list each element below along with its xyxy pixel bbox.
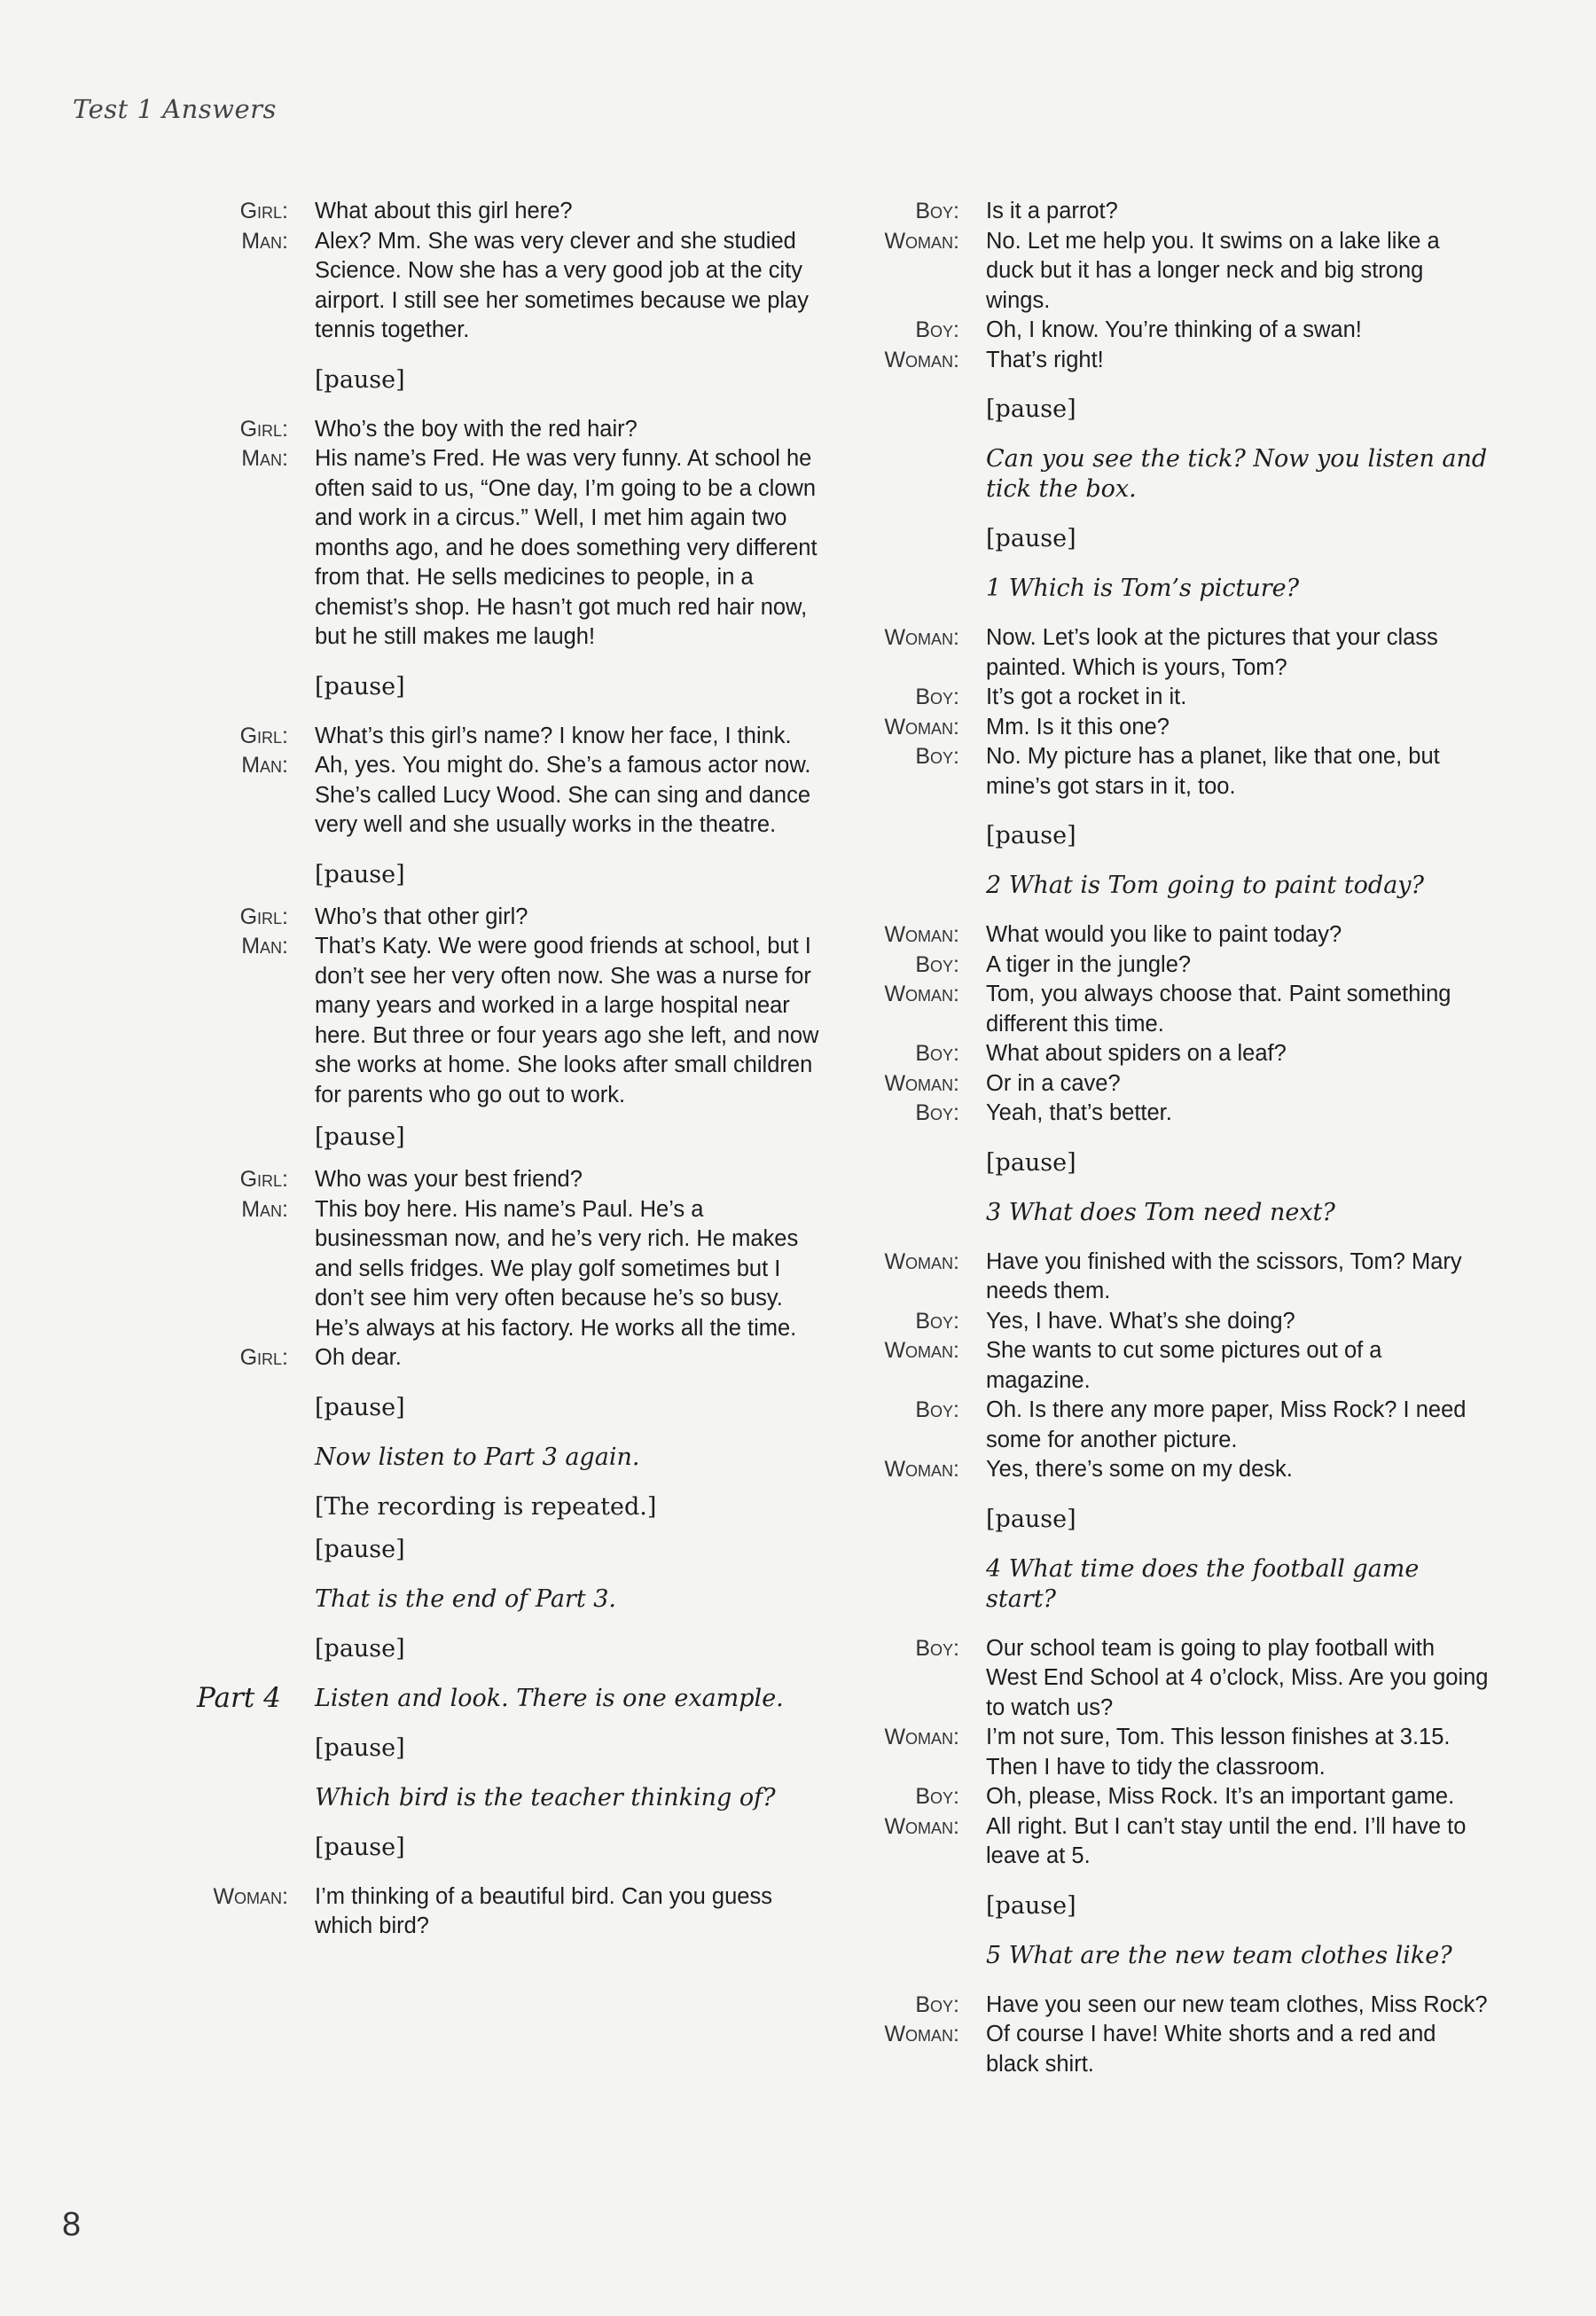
dialogue-text: I’m not sure, Tom. This lesson finishes at 3.15. Then I have to tidy the classroom. [986, 1725, 1451, 1780]
direction-text: [pause] [315, 1833, 405, 1861]
spacer [173, 346, 820, 365]
spacer [173, 1863, 820, 1882]
speaker-label: Woman: [884, 1070, 959, 1096]
left-column [173, 197, 820, 1942]
dialogue-text: That’s Katy. We were good friends at school, but I don’t see her very often now. She was a nurse for many years and worked in a large hospital near here. But three or four years ago she left, and now she works at home. She looks after small children for parents who go out to work. [315, 934, 819, 1107]
direction-text: 5 What are the new team clothes like? [986, 1941, 1452, 1969]
direction-text: Now listen to Part 3 again. [315, 1443, 640, 1471]
dialogue-text: Alex? Mm. She was very clever and she studied Science. Now she has a very good job at the city airport. I still see her sometimes because we play tennis together. [315, 228, 809, 342]
dialogue-line [173, 1195, 820, 1344]
dialogue-line [853, 713, 1491, 743]
pause-marker [173, 1492, 820, 1522]
dialogue-text: No. My picture has a planet, like that one, but mine’s got stars in it, too. [986, 744, 1440, 799]
dialogue-line [173, 722, 820, 752]
dialogue-line [853, 1723, 1491, 1782]
spacer [853, 1228, 1491, 1248]
speaker-label: Boy: [915, 317, 959, 342]
direction-text: Can you see the tick? Now you listen and tick the box. [986, 445, 1488, 503]
spacer [853, 1485, 1491, 1505]
dialogue-text: Yeah, that’s better. [986, 1100, 1172, 1125]
dialogue-text: Is it a parrot? [986, 199, 1118, 223]
dialogue-line [853, 1991, 1491, 2021]
dialogue-line [853, 346, 1491, 376]
speaker-label: Boy: [915, 951, 959, 977]
dialogue-line [173, 903, 820, 933]
spacer [853, 1178, 1491, 1198]
page-number: 8 [62, 2206, 82, 2243]
pause-marker [853, 1891, 1491, 1921]
dialogue-line [173, 197, 820, 227]
spacer [173, 1153, 820, 1165]
dialogue-text: Have you finished with the scissors, Tom? Mary needs them. [986, 1248, 1462, 1303]
spacer [173, 1473, 820, 1492]
direction-text: [pause] [315, 860, 405, 888]
pause-marker [853, 821, 1491, 851]
speaker-label: Woman: [884, 1248, 959, 1274]
pause-marker [853, 1148, 1491, 1178]
direction-text: [pause] [315, 1634, 405, 1663]
dialogue-text: What would you like to paint today? [986, 922, 1342, 947]
stage-instruction [853, 444, 1491, 505]
spacer [853, 802, 1491, 821]
section-instruction: Listen and look. There is one example. [315, 1684, 784, 1712]
stage-instruction [853, 871, 1491, 901]
dialogue-line [853, 980, 1491, 1039]
dialogue-line [853, 197, 1491, 227]
speaker-label: Woman: [884, 347, 959, 372]
speaker-label: Man: [241, 446, 288, 471]
dialogue-text: This boy here. His name’s Paul. He’s a businessman now, and he’s very rich. He makes and sells fridges. We play golf sometimes but I don’t see him very often because he’s so busy. He’s always at his factory. He works all the time. [315, 1196, 799, 1341]
dialogue-text: Of course I have! White shorts and a red and black shirt. [986, 2022, 1436, 2077]
spacer [853, 375, 1491, 395]
speaker-label: Woman: [213, 1883, 288, 1909]
dialogue-line [853, 2020, 1491, 2079]
spacer [853, 1615, 1491, 1634]
dialogue-line [173, 444, 820, 653]
speaker-label: Boy: [915, 1397, 959, 1422]
direction-text: [pause] [986, 822, 1076, 849]
dialogue-text: That’s right! [986, 347, 1104, 372]
direction-text: [pause] [315, 1123, 405, 1151]
speaker-label: Woman: [884, 1725, 959, 1749]
pause-marker [853, 524, 1491, 554]
spacer [173, 1373, 820, 1393]
dialogue-line [853, 1099, 1491, 1129]
speaker-label: Woman: [884, 982, 959, 1006]
dialogue-line [853, 227, 1491, 317]
speaker-label: Girl: [239, 416, 288, 442]
speaker-label: Woman: [884, 1457, 959, 1482]
spacer [853, 554, 1491, 574]
dialogue-line [173, 1343, 820, 1373]
spacer [853, 1872, 1491, 1891]
spacer [853, 1921, 1491, 1941]
pause-marker [173, 1733, 820, 1764]
spacer [853, 425, 1491, 444]
spacer [853, 1535, 1491, 1554]
spacer [173, 1664, 820, 1684]
spacer [173, 1110, 820, 1123]
dialogue-line [853, 1396, 1491, 1455]
spacer [173, 1615, 820, 1634]
dialogue-text: Now. Let’s look at the pictures that your class painted. Which is yours, Tom? [986, 625, 1438, 680]
spacer [173, 653, 820, 672]
speaker-label: Woman: [884, 625, 959, 650]
dialogue-line [853, 1455, 1491, 1485]
stage-instruction [173, 1584, 820, 1615]
dialogue-text: Tom, you always choose that. Paint something different this time. [986, 982, 1451, 1037]
dialogue-text: What about this girl here? [315, 199, 573, 223]
dialogue-line [853, 1634, 1491, 1724]
dialogue-text: Yes, I have. What’s she doing? [986, 1308, 1295, 1334]
direction-text: Which bird is the teacher thinking of? [315, 1783, 776, 1811]
dialogue-text: Or in a cave? [986, 1070, 1121, 1096]
dialogue-line [853, 1812, 1491, 1872]
direction-text: 2 What is Tom going to paint today? [986, 872, 1425, 899]
pause-marker [853, 1505, 1491, 1535]
speaker-label: Boy: [915, 1635, 959, 1661]
dialogue-line [853, 1336, 1491, 1396]
speaker-label: Boy: [915, 1784, 959, 1809]
right-column [853, 197, 1491, 2079]
direction-text: [pause] [986, 1148, 1076, 1177]
direction-text: [pause] [986, 395, 1076, 423]
dialogue-text: A tiger in the jungle? [986, 951, 1192, 977]
speaker-label: Girl: [239, 723, 288, 748]
stage-instruction [853, 1198, 1491, 1228]
direction-text: 3 What does Tom need next? [986, 1198, 1335, 1226]
speaker-label: Woman: [884, 1813, 959, 1839]
pause-marker [173, 1535, 820, 1565]
dialogue-line [853, 683, 1491, 713]
speaker-label: Woman: [884, 1338, 959, 1363]
dialogue-text: His name’s Fred. He was very funny. At school he often said to us, “One day, I’m going to be a clown and work in a circus.” Well, I met him again two months ago, and he does something very different from that. He sells medicines to people, in a chemist’s shop. He hasn’t got much red hair now, but he still makes me laugh! [315, 446, 818, 649]
dialogue-text: No. Let me help you. It swims on a lake like a duck but it has a longer neck and big strong wings. [986, 228, 1440, 313]
direction-text: 1 Which is Tom’s picture? [986, 575, 1300, 602]
dialogue-text: Have you seen our new team clothes, Miss Rock? [986, 1991, 1488, 2017]
dialogue-line [853, 1782, 1491, 1812]
dialogue-text: Who’s the boy with the red hair? [315, 416, 638, 442]
stage-instruction [853, 1554, 1491, 1615]
speaker-label: Boy: [915, 1100, 959, 1125]
spacer [173, 395, 820, 415]
dialogue-line [173, 415, 820, 445]
dialogue-text: I’m thinking of a beautiful bird. Can you guess which bird? [315, 1883, 772, 1938]
dialogue-text: It’s got a rocket in it. [986, 685, 1187, 709]
direction-text: [pause] [315, 1535, 405, 1563]
dialogue-line [853, 951, 1491, 981]
dialogue-line [853, 1039, 1491, 1069]
direction-text: [pause] [986, 1505, 1076, 1533]
speaker-label: Girl: [239, 199, 288, 223]
dialogue-text: Who was your best friend? [315, 1167, 583, 1192]
speaker-label: Woman: [884, 228, 959, 254]
dialogue-line [853, 316, 1491, 346]
speaker-label: Boy: [915, 1991, 959, 2017]
direction-text: 4 What time does the football game start? [986, 1554, 1420, 1613]
stage-instruction [853, 1941, 1491, 1971]
direction-text: [pause] [986, 1891, 1076, 1920]
pause-marker [173, 365, 820, 395]
section-heading [173, 1681, 820, 1714]
speaker-label: Man: [241, 228, 288, 254]
spacer [853, 1129, 1491, 1148]
spacer [173, 1714, 820, 1733]
dialogue-text: Who’s that other girl? [315, 904, 528, 929]
spacer [853, 604, 1491, 623]
dialogue-text: What’s this girl’s name? I know her face, I think. [315, 723, 792, 748]
speaker-label: Boy: [915, 1308, 959, 1334]
dialogue-text: All right. But I can’t stay until the end. I’ll have to leave at 5. [986, 1813, 1467, 1868]
spacer [853, 901, 1491, 920]
direction-text: [pause] [315, 672, 405, 700]
direction-text: That is the end of Part 3. [315, 1584, 617, 1613]
speaker-label: Woman: [884, 714, 959, 739]
spacer [853, 505, 1491, 524]
stage-instruction [173, 1783, 820, 1813]
dialogue-text: What about spiders on a leaf? [986, 1041, 1287, 1066]
dialogue-line [173, 751, 820, 841]
dialogue-line [173, 932, 820, 1110]
direction-text: [pause] [315, 1393, 405, 1421]
dialogue-line [853, 1307, 1491, 1337]
section-label: Part 4 [197, 1681, 281, 1714]
speaker-label: Boy: [915, 744, 959, 769]
speaker-label: Boy: [915, 685, 959, 709]
speaker-label: Boy: [915, 1041, 959, 1066]
speaker-label: Girl: [239, 1345, 288, 1370]
dialogue-line [853, 1248, 1491, 1307]
dialogue-text: Oh dear. [315, 1345, 402, 1370]
pause-marker [173, 1393, 820, 1423]
dialogue-text: Our school team is going to play football with West End School at 4 o’clock, Miss. Are you going to watch us? [986, 1635, 1489, 1720]
spacer [173, 841, 820, 860]
spacer [173, 1764, 820, 1783]
speaker-label: Girl: [239, 904, 288, 929]
dialogue-text: Ah, yes. You might do. She’s a famous actor now. She’s called Lucy Wood. She can sing and dance very well and she usually works in the theatre. [315, 753, 811, 837]
spacer [853, 851, 1491, 871]
direction-text: [pause] [986, 525, 1076, 552]
dialogue-line [173, 1882, 820, 1942]
spacer [173, 1423, 820, 1443]
page-title: Test 1 Answers [73, 94, 277, 124]
dialogue-text: Oh, please, Miss Rock. It’s an important game. [986, 1784, 1455, 1809]
dialogue-text: Oh. Is there any more paper, Miss Rock? I need some for another picture. [986, 1397, 1467, 1452]
pause-marker [173, 860, 820, 890]
dialogue-line [853, 1069, 1491, 1099]
speaker-label: Boy: [915, 199, 959, 223]
pause-marker [173, 672, 820, 702]
speaker-label: Man: [241, 753, 288, 778]
pause-marker [173, 1833, 820, 1863]
direction-text: [pause] [315, 365, 405, 394]
dialogue-line [173, 1165, 820, 1195]
spacer [853, 1971, 1491, 1991]
direction-text: [pause] [315, 1733, 405, 1762]
stage-instruction [853, 574, 1491, 604]
spacer [173, 890, 820, 903]
stage-instruction [173, 1443, 820, 1473]
pause-marker [173, 1634, 820, 1664]
spacer [173, 702, 820, 722]
dialogue-line [853, 742, 1491, 802]
dialogue-line [853, 920, 1491, 951]
dialogue-text: She wants to cut some pictures out of a magazine. [986, 1338, 1382, 1393]
speaker-label: Girl: [239, 1167, 288, 1192]
dialogue-text: Yes, there’s some on my desk. [986, 1457, 1293, 1482]
spacer [173, 1813, 820, 1833]
speaker-label: Woman: [884, 2022, 959, 2046]
dialogue-text: Mm. Is it this one? [986, 714, 1170, 739]
spacer [173, 1522, 820, 1535]
spacer [173, 1565, 820, 1584]
dialogue-line [853, 623, 1491, 683]
direction-text: [The recording is repeated.] [315, 1492, 657, 1521]
speaker-label: Woman: [884, 922, 959, 947]
speaker-label: Man: [241, 934, 288, 958]
pause-marker [853, 395, 1491, 425]
speaker-label: Man: [241, 1196, 288, 1222]
dialogue-line [173, 227, 820, 346]
pause-marker [173, 1123, 820, 1153]
dialogue-text: Oh, I know. You’re thinking of a swan! [986, 317, 1362, 342]
